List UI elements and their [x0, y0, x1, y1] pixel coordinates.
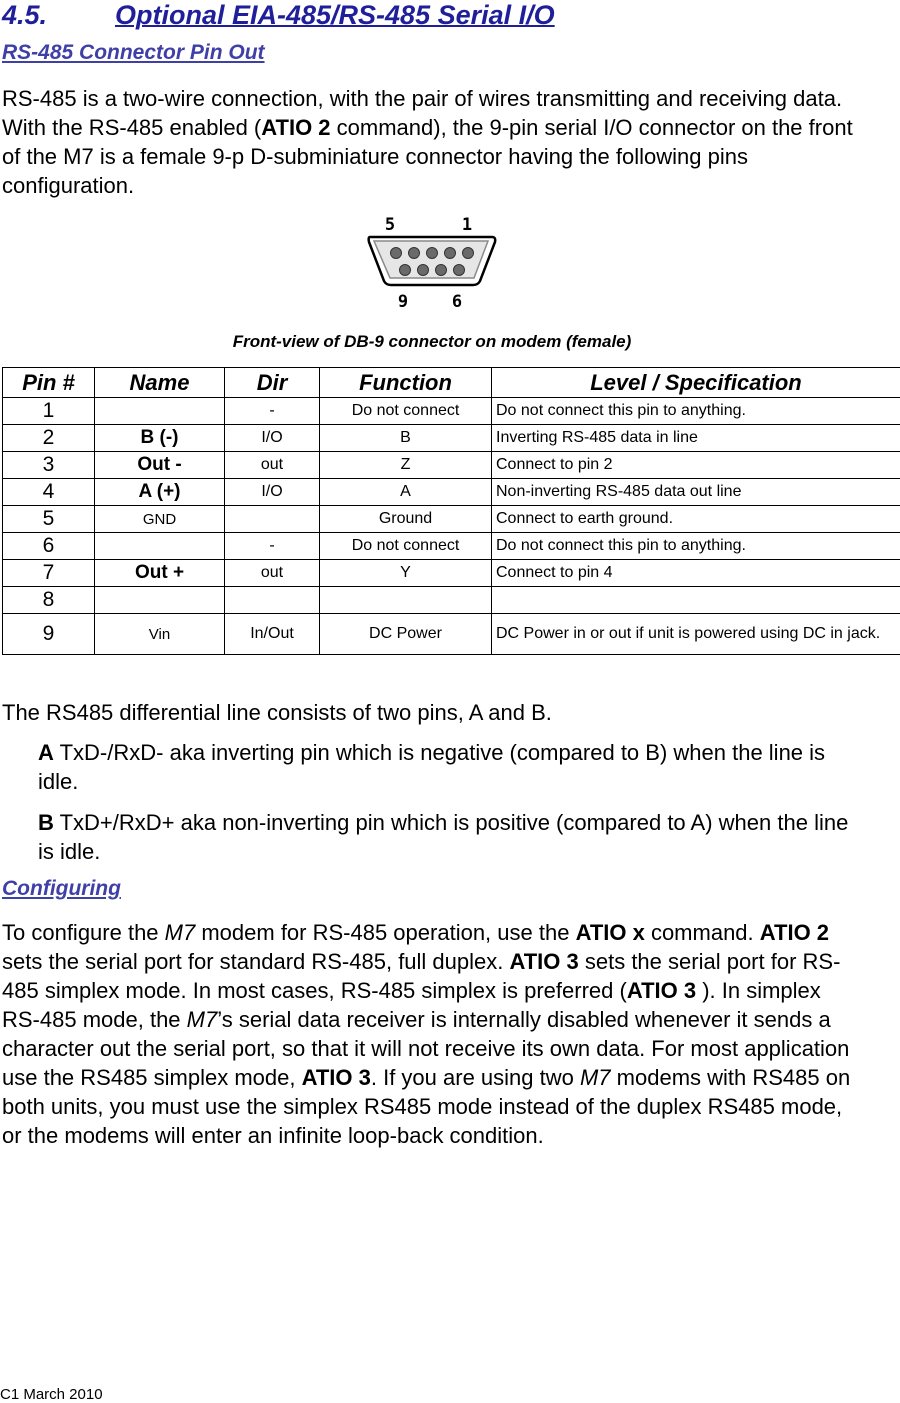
top-row-pin-socket — [427, 248, 438, 259]
connector-caption: Front-view of DB-9 connector on modem (female) — [232, 332, 632, 351]
dir-cell: out — [225, 452, 320, 479]
bottom-row-pin-socket — [436, 265, 447, 276]
connector-label-pin6: 6 — [451, 292, 463, 312]
table-row — [3, 452, 900, 479]
pin-b-label: B — [38, 810, 54, 835]
bottom-row-pin-socket — [400, 265, 411, 276]
pin-cell: 9 — [3, 614, 95, 655]
table-row — [3, 506, 900, 533]
dir-cell: I/O — [225, 425, 320, 452]
function-cell: Ground — [320, 506, 492, 533]
configuring-heading: Configuring — [2, 877, 121, 900]
bold-command: ATIO 2 — [261, 115, 331, 140]
header-function: Function — [320, 368, 492, 398]
text-run: RS-485 is a two-wire connection, with the pair of wires transmitting and receiving data. With the RS-485 enabled ( — [2, 86, 843, 140]
top-row-pin-socket — [463, 248, 474, 259]
table-row — [3, 587, 900, 614]
text-run: ). In simplex RS-485 mode, the — [2, 978, 821, 1032]
table-row — [3, 479, 900, 506]
level-cell: Connect to pin 2 — [492, 452, 900, 479]
level-cell: Connect to pin 4 — [492, 560, 900, 587]
name-cell: Vin — [95, 614, 225, 655]
table-row — [3, 614, 900, 655]
header-dir: Dir — [225, 368, 320, 398]
text-run: sets the serial port for standard RS-485, full duplex. — [2, 949, 510, 974]
connector-label-pin5: 5 — [384, 215, 396, 235]
pin-a-text: TxD-/RxD- aka inverting pin which is negative (compared to B) when the line is idle. — [38, 740, 826, 794]
dir-cell: I/O — [225, 479, 320, 506]
name-cell: B (-) — [95, 425, 225, 452]
table-row — [3, 425, 900, 452]
section-title: Optional EIA-485/RS-485 Serial I/O — [115, 0, 555, 30]
function-cell: B — [320, 425, 492, 452]
top-row-pin-socket — [409, 248, 420, 259]
connector-face — [374, 241, 488, 278]
text-run: ’s serial data receiver is internally disabled whenever it sends a character out the serial port, so that it will not receive its own data. For most application use the RS485 simplex mode, — [2, 1007, 850, 1090]
top-row-pin-socket — [391, 248, 402, 259]
name-cell — [95, 587, 225, 614]
model-name: M7 — [164, 920, 196, 945]
level-cell — [492, 587, 900, 614]
pin-cell: 6 — [3, 533, 95, 560]
bold-command: ATIO 3 — [626, 978, 697, 1003]
pin-b-text: TxD+/RxD+ aka non-inverting pin which is positive (compared to A) when the line is idle. — [38, 810, 849, 864]
pin-a-description — [38, 738, 868, 796]
pin-cell: 5 — [3, 506, 95, 533]
level-cell: DC Power in or out if unit is powered using DC in jack. — [492, 614, 900, 655]
dir-cell — [225, 587, 320, 614]
function-cell — [320, 587, 492, 614]
pinout-intro — [2, 84, 872, 200]
dir-cell: - — [225, 398, 320, 425]
pin-cell: 1 — [3, 398, 95, 425]
bottom-row-pin-socket — [454, 265, 465, 276]
name-cell: Out - — [95, 452, 225, 479]
bold-command: ATIO x — [575, 920, 645, 945]
text-run: modems with RS485 on both units, you must use the simplex RS485 mode instead of the duplex RS485 mode, or the modems will enter an infinite loop-back condition. — [2, 1065, 851, 1148]
name-cell — [95, 533, 225, 560]
level-cell: Do not connect this pin to anything. — [492, 398, 900, 425]
differential-intro: The RS485 differential line consists of two pins, A and B. — [2, 700, 552, 725]
pin-a-label: A — [38, 740, 54, 765]
model-name: M7 — [579, 1065, 611, 1090]
configuring-body — [2, 918, 862, 1150]
text-run: command. — [644, 920, 760, 945]
header-name: Name — [95, 368, 225, 398]
name-cell: GND — [95, 506, 225, 533]
text-run: sets the serial port for RS-485 simplex mode. In most cases, RS-485 simplex is preferred ( — [2, 949, 841, 1003]
text-run: modem for RS-485 operation, use the — [195, 920, 576, 945]
connector-label-pin9: 9 — [397, 292, 409, 312]
dir-cell: out — [225, 560, 320, 587]
section-number: 4.5. — [2, 0, 48, 30]
level-cell: Non-inverting RS-485 data out line — [492, 479, 900, 506]
header-pin: Pin # — [3, 368, 95, 398]
level-cell: Inverting RS-485 data in line — [492, 425, 900, 452]
pin-cell: 4 — [3, 479, 95, 506]
pin-b-description — [38, 808, 868, 866]
function-cell: Z — [320, 452, 492, 479]
pin-table-header — [3, 368, 900, 398]
name-cell: Out + — [95, 560, 225, 587]
name-cell: A (+) — [95, 479, 225, 506]
function-cell: A — [320, 479, 492, 506]
function-cell: Y — [320, 560, 492, 587]
text-run: . If you are using two — [370, 1065, 580, 1090]
level-cell: Connect to earth ground. — [492, 506, 900, 533]
function-cell: Do not connect — [320, 533, 492, 560]
bold-command: ATIO 3 — [509, 949, 579, 974]
pin-cell: 8 — [3, 587, 95, 614]
function-cell: Do not connect — [320, 398, 492, 425]
connector-label-pin1: 1 — [461, 215, 473, 235]
dir-cell — [225, 506, 320, 533]
table-row — [3, 533, 900, 560]
table-row — [3, 398, 900, 425]
pin-cell: 7 — [3, 560, 95, 587]
table-row — [3, 560, 900, 587]
bold-command: ATIO 2 — [759, 920, 830, 945]
text-run: command), the 9-pin serial I/O connector on the front of the M7 is a female 9-p D-subminiature connector having the following pins configuration. — [2, 115, 853, 198]
dir-cell: - — [225, 533, 320, 560]
db9-connector-diagram — [366, 215, 498, 313]
section-heading — [2, 0, 555, 31]
dir-cell: In/Out — [225, 614, 320, 655]
name-cell — [95, 398, 225, 425]
top-row-pin-socket — [445, 248, 456, 259]
text-run: To configure the — [2, 920, 165, 945]
model-name: M7 — [186, 1007, 218, 1032]
header-level: Level / Specification — [492, 368, 900, 398]
bold-command: ATIO 3 — [301, 1065, 371, 1090]
function-cell: DC Power — [320, 614, 492, 655]
bottom-row-pin-socket — [418, 265, 429, 276]
page-footer: C1 March 2010 — [0, 1386, 103, 1403]
pin-cell: 2 — [3, 425, 95, 452]
level-cell: Do not connect this pin to anything. — [492, 533, 900, 560]
pin-table — [2, 367, 900, 655]
pinout-heading: RS-485 Connector Pin Out — [2, 41, 265, 64]
pin-cell: 3 — [3, 452, 95, 479]
